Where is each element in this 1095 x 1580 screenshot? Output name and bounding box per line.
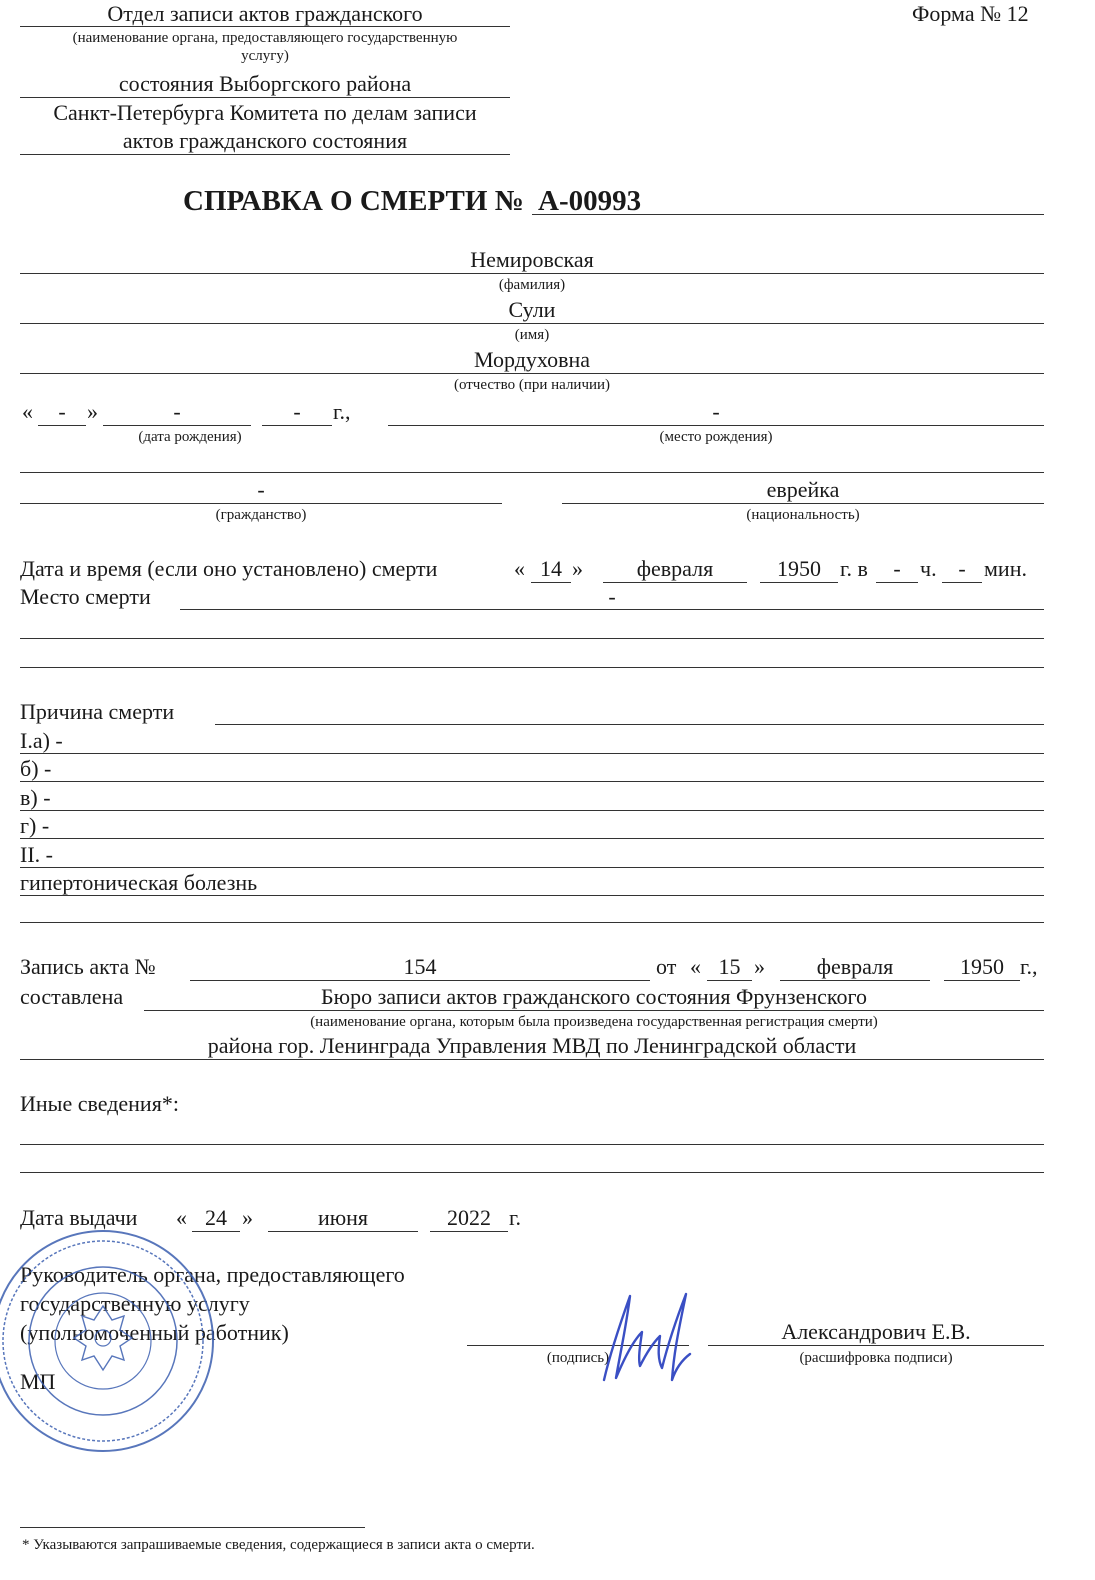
- record-year-value: 1950: [960, 954, 1004, 979]
- nationality-line: [562, 503, 1044, 504]
- birth-year-value: -: [293, 399, 301, 424]
- other-info-label: Иные сведения*:: [20, 1091, 179, 1116]
- footnote: * Указываются запрашиваемые сведения, содержащиеся в записи акта о смерти.: [22, 1537, 535, 1553]
- patronymic-line: [20, 373, 1044, 374]
- org-underline: [20, 97, 510, 98]
- record-day-line: [707, 980, 752, 981]
- issue-day-value: 24: [205, 1205, 227, 1230]
- signatory-name-caption: (расшифровка подписи): [799, 1350, 953, 1366]
- quote-close: »: [572, 556, 583, 581]
- quote-close: »: [87, 399, 98, 424]
- birth-place-value: -: [712, 399, 720, 424]
- signatory-role-line-1: Руководитель органа, предоставляющего: [20, 1262, 405, 1287]
- cause-item-line: [20, 838, 1044, 839]
- mp-label: МП: [20, 1369, 56, 1394]
- death-year-value: 1950: [777, 556, 821, 581]
- quote-open: «: [514, 556, 525, 581]
- official-seal-icon: [0, 1228, 216, 1454]
- record-authority-line-1: Бюро записи актов гражданского состояния Фрунзенского: [321, 984, 867, 1009]
- cause-item-line: [20, 753, 1044, 754]
- death-month-value: февраля: [636, 556, 714, 581]
- cause-item: г) -: [20, 813, 50, 838]
- org-name-line-2: состояния Выборгского района: [118, 71, 412, 96]
- issue-year-value: 2022: [447, 1205, 491, 1230]
- org-underline: [20, 154, 510, 155]
- cause-item-line: [20, 810, 1044, 811]
- record-year-line: [944, 980, 1020, 981]
- issue-month-value: июня: [317, 1205, 369, 1230]
- issue-month-line: [268, 1231, 418, 1232]
- org-underline: [20, 26, 510, 27]
- citizenship-line: [20, 503, 502, 504]
- patronymic-caption: (отчество (при наличии): [453, 377, 611, 393]
- record-month-line: [780, 980, 930, 981]
- record-label: Запись акта №: [20, 954, 156, 979]
- record-day-value: 15: [718, 954, 741, 979]
- death-year-suffix: г. в: [840, 556, 868, 581]
- patronymic-value: Мордуховна: [473, 347, 590, 372]
- death-day-value: 14: [540, 556, 562, 581]
- nationality-caption: (национальность): [746, 507, 860, 523]
- birth-date-caption: (дата рождения): [138, 429, 242, 445]
- record-number-line: [190, 980, 650, 981]
- org-caption-b: услугу): [241, 48, 289, 64]
- signatory-name: Александрович Е.В.: [781, 1319, 971, 1344]
- issue-year-suffix: г.: [509, 1205, 522, 1230]
- death-hour-value: -: [893, 556, 901, 581]
- death-hour-label: ч.: [920, 556, 937, 581]
- certificate-number: А-00993: [538, 185, 642, 217]
- org-caption-a: (наименование органа, предоставляющего государственную: [72, 30, 458, 46]
- death-day-line: [531, 582, 571, 583]
- cause-line: [215, 724, 1044, 725]
- quote-open: «: [22, 399, 33, 424]
- signature-caption: (подпись): [546, 1350, 610, 1366]
- quote-open: «: [176, 1205, 187, 1230]
- cause-item: в) -: [20, 785, 51, 810]
- record-authority-line-2: района гор. Ленинграда Управления МВД по Ленинградской области: [207, 1033, 857, 1058]
- death-minute-label: мин.: [984, 556, 1027, 581]
- signatory-role-line-3: (уполномоченный работник): [20, 1320, 289, 1345]
- quote-close: »: [754, 954, 765, 979]
- death-minute-value: -: [958, 556, 966, 581]
- certificate-number-underline: [532, 214, 1044, 215]
- death-place-label: Место смерти: [20, 584, 151, 609]
- org-name-line-4: актов гражданского состояния: [122, 128, 408, 153]
- signatory-role-line-2: государственную услугу: [20, 1291, 250, 1316]
- name-caption: (имя): [514, 327, 550, 343]
- cause-item: гипертоническая болезнь: [20, 870, 258, 895]
- record-number-value: 154: [403, 954, 437, 979]
- footnote-separator: [20, 1527, 365, 1528]
- record-authority-caption: (наименование органа, которым была произведена государственная регистрация смерти): [310, 1014, 878, 1030]
- blank-line: [20, 638, 1044, 639]
- record-composed-label: составлена: [20, 984, 124, 1009]
- record-year-suffix: г.,: [1020, 954, 1038, 979]
- signature-icon: [590, 1284, 700, 1394]
- cause-label: Причина смерти: [20, 699, 175, 724]
- name-line: [20, 323, 1044, 324]
- birth-day-value: -: [58, 399, 66, 424]
- blank-line: [20, 472, 1044, 473]
- blank-line: [20, 1172, 1044, 1173]
- cause-item-line: [20, 895, 1044, 896]
- birth-place-line: [388, 425, 1044, 426]
- record-authority-line: [20, 1059, 1044, 1060]
- citizenship-caption: (гражданство): [215, 507, 307, 523]
- surname-caption: (фамилия): [498, 277, 566, 293]
- org-name-line-1: Отдел записи актов гражданского: [107, 1, 423, 26]
- signatory-name-line: [708, 1345, 1044, 1346]
- birth-year-line: [262, 425, 332, 426]
- cause-item: б) -: [20, 756, 52, 781]
- blank-line: [20, 1144, 1044, 1145]
- death-place-value: -: [608, 584, 616, 609]
- surname-line: [20, 273, 1044, 274]
- record-from-label: от: [656, 954, 677, 979]
- cause-item-line: [20, 781, 1044, 782]
- cause-item-line: [20, 867, 1044, 868]
- birth-year-suffix: г.,: [333, 399, 351, 424]
- death-place-line: [180, 609, 1044, 610]
- birth-month-line: [103, 425, 251, 426]
- document-title: СПРАВКА О СМЕРТИ №: [183, 185, 524, 217]
- quote-close: »: [242, 1205, 253, 1230]
- birth-place-caption: (место рождения): [659, 429, 773, 445]
- nationality-value: еврейка: [766, 477, 840, 502]
- quote-open: «: [690, 954, 701, 979]
- death-hour-line: [876, 582, 918, 583]
- cause-item: II. -: [20, 842, 53, 867]
- surname-value: Немировская: [470, 247, 594, 272]
- citizenship-value: -: [257, 477, 265, 502]
- blank-line: [20, 667, 1044, 668]
- cause-item: I.а) -: [20, 728, 63, 753]
- name-value: Сули: [508, 297, 556, 322]
- death-year-line: [760, 582, 838, 583]
- birth-day-line: [38, 425, 86, 426]
- record-month-value: февраля: [816, 954, 894, 979]
- death-datetime-label: Дата и время (если оно установлено) смерти: [20, 556, 438, 581]
- blank-line: [20, 922, 1044, 923]
- birth-month-value: -: [173, 399, 181, 424]
- org-name-line-3: Санкт-Петербурга Комитета по делам записи: [53, 100, 477, 125]
- issue-date-label: Дата выдачи: [20, 1205, 138, 1230]
- form-number: Форма № 12: [912, 1, 1029, 26]
- record-authority-line: [144, 1010, 1044, 1011]
- issue-year-line: [430, 1231, 508, 1232]
- death-minute-line: [942, 582, 982, 583]
- death-month-line: [603, 582, 747, 583]
